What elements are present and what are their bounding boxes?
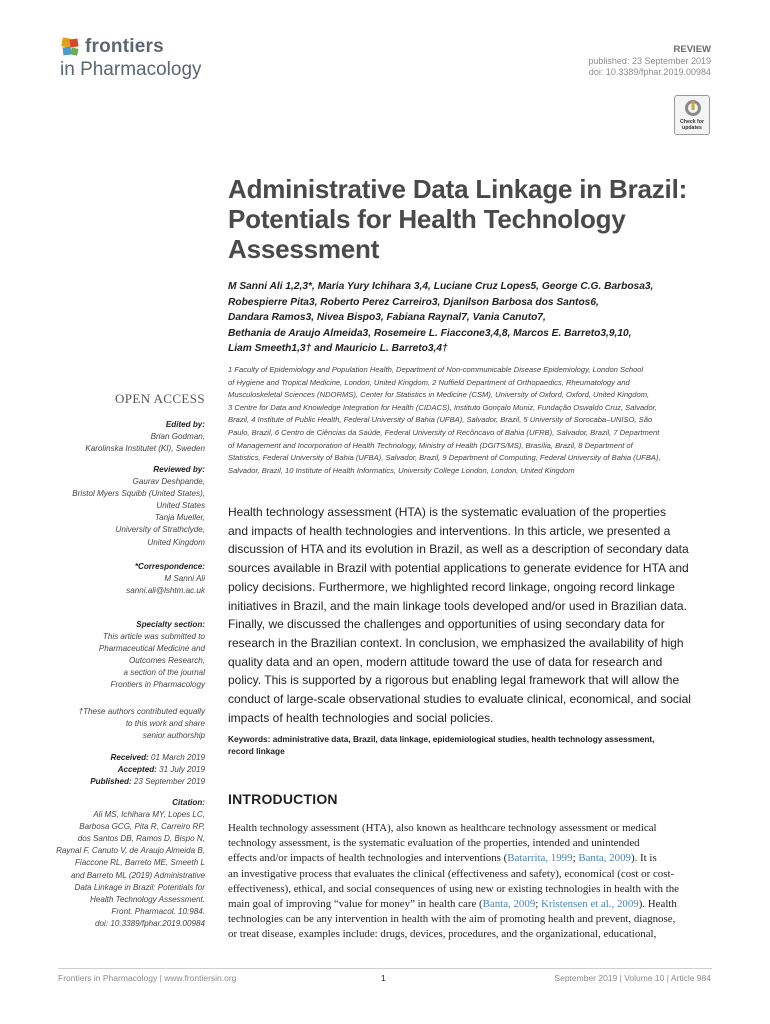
editor-line: Brian Godman, <box>150 432 205 442</box>
affiliation-line: Brazil, 4 Institute of Public Health, Federal University of Bahia (UFBA), Salvador, Brazil, 5 University of Sorocaba–UNISO, São <box>228 415 653 425</box>
published-date: published: 23 September 2019 <box>588 55 711 66</box>
editor-line: Karolinska Institutet (KI), Sweden <box>85 444 205 454</box>
citation-doi-link[interactable]: doi: 10.3389/fphar.2019.00984 <box>95 918 205 928</box>
abstract-line: impacts of health technologies and social policies. <box>228 710 494 725</box>
published-label: Published: <box>90 777 132 787</box>
reviewer-line: Tanja Mueller, <box>154 513 205 523</box>
abstract-line: discussion of HTA and its evolution in Brazil, as well as a description of secondary data <box>228 542 689 557</box>
correspondence-name: M Sanni Ali <box>164 574 205 584</box>
correspondence-email-link[interactable]: sanni.ali@lshtm.ac.uk <box>126 586 205 596</box>
abstract-line: sources available in Brazil with potential applications to generate evidence for HTA and <box>228 561 689 576</box>
author-line[interactable]: Robespierre Pita3, Roberto Perez Carreiro3, Djanilson Barbosa dos Santos6, <box>228 296 599 308</box>
accepted-label: Accepted: <box>117 765 157 775</box>
citation-link[interactable]: Batarrita, 1999 <box>507 852 573 865</box>
author-line[interactable]: Dandara Ramos3, Nivea Bispo3, Fabiana Raynal7, Vania Canuto7, <box>228 312 546 324</box>
specialty-line: a section of the journal <box>123 668 205 678</box>
edited-by-label: Edited by: <box>165 420 205 429</box>
equal-contribution-line: to this work and share <box>125 719 205 729</box>
check-updates-line1: Check for <box>680 119 704 125</box>
intro-line: technology assessment, is the systematic evaluation of the properties, intended and unintended <box>228 837 640 850</box>
correspondence-label: *Correspondence: <box>134 562 205 571</box>
affiliation-line: of Hygiene and Tropical Medicine, London, United Kingdom, 2 Nuffield Department of Orthopaedics, Rheumatology and <box>228 377 630 387</box>
article-title <box>228 174 728 264</box>
author-line[interactable]: M Sanni Ali 1,2,3*, Maria Yury Ichihara 3,4, Luciane Cruz Lopes5, George C.G. Barbosa3, <box>228 281 654 292</box>
check-updates-icon <box>684 99 702 117</box>
citation-line: dos Santos DB, Ramos D, Bispo N, <box>77 834 205 844</box>
intro-text: main goal of improving “value for money” in health care ( <box>228 898 483 911</box>
citation-line: Barbosa GCG, Pita R, Carreiro RP, <box>79 822 205 832</box>
citation-link[interactable]: Kristensen et al., 2009 <box>541 898 639 911</box>
sidebar-reviewed-by <box>35 464 205 549</box>
keywords-line: Keywords: administrative data, Brazil, data linkage, epidemiological studies, health technology assessment, <box>228 734 655 744</box>
sidebar-dates <box>35 752 205 788</box>
keywords-line: record linkage <box>228 746 285 756</box>
introduction-heading: INTRODUCTION <box>228 791 338 807</box>
citation-line: Raynal F, Canuto V, de Araujo Almeida B, <box>56 846 205 856</box>
affiliation-line: Salvador, Brazil, 10 Institute of Health Informatics, University College London, London, United Kingdom <box>228 465 575 475</box>
footer-journal[interactable]: Frontiers in Pharmacology | www.frontiersin.org <box>58 973 237 983</box>
affiliation-line: Paulo, Brazil, 6 Centro de Ciências da Saúde, Federal University of Recôncavo of Bahia (UFRB), Salvador, Brazil, 7 Department <box>228 427 660 437</box>
intro-text: ; <box>535 898 542 911</box>
journal-logo <box>60 34 230 84</box>
check-for-updates-button[interactable] <box>674 95 710 135</box>
affiliation-line: Statistics, Federal University of Bahia (UFBA), Salvador, Brazil, 9 Department of Computing, Federal University of Bahia (UFBA), <box>228 453 661 463</box>
intro-text: effects and/or impacts of health technologies and interventions ( <box>228 852 508 865</box>
page-number: 1 <box>381 973 386 983</box>
abstract-line: and impacts of health technologies and interventions. In this article, we presented a <box>228 523 671 538</box>
reviewer-line: United States <box>156 501 205 511</box>
intro-line: Health technology assessment (HTA), also known as healthcare technology assessment or medical <box>228 822 657 834</box>
open-access-label: OPEN ACCESS <box>114 391 205 406</box>
citation-line: Data Linkage in Brazil: Potentials for <box>74 882 205 892</box>
sidebar-edited-by <box>35 419 205 455</box>
introduction-body <box>228 821 718 943</box>
affiliation-line: 3 Centre for Data and Knowledge Integration for Health (CIDACS), Instituto Gonçalo Muniz, Fundação Oswaldo Cruz, Salvador, <box>228 402 657 412</box>
reviewer-line: University of Strathclyde, <box>115 525 205 535</box>
affiliation-line: Musculoskeletal Sciences (NDORMS), Center for Statistics in Medicine (CSM), University of Oxford, Oxford, United Kingdom, <box>228 390 650 400</box>
reviewed-by-label: Reviewed by: <box>153 465 205 474</box>
article-meta <box>588 44 711 79</box>
sidebar-correspondence <box>35 561 205 597</box>
specialty-line: Pharmaceutical Medicine and <box>98 644 205 654</box>
author-line[interactable]: Bethania de Araujo Almeida3, Rosemeire L. Fiaccone3,4,8, Marcos E. Barreto3,9,10, <box>228 327 632 339</box>
intro-text: ; <box>572 852 579 865</box>
intro-line: an investigative process that evaluates the clinical (effectiveness and safety), economical (cost or cost- <box>228 867 675 880</box>
citation-line: Fiaccone RL, Barreto ME, Smeeth L <box>74 858 205 868</box>
citation-line: Ali MS, Ichihara MY, Lopes LC, <box>93 810 205 820</box>
citation-link[interactable]: Banta, 2009 <box>578 852 631 865</box>
abstract <box>228 503 718 727</box>
article-type: REVIEW <box>673 44 711 55</box>
abstract-line: Finally, we discussed the challenges and opportunities of using secondary data for <box>228 617 665 632</box>
intro-line <box>228 897 718 912</box>
intro-text: ). It is <box>630 852 657 865</box>
intro-text: ). Health <box>638 898 677 911</box>
citation-label: Citation: <box>172 798 205 807</box>
check-updates-line2: updates <box>682 124 702 131</box>
abstract-line: Health technology assessment (HTA) is the systematic evaluation of the properties <box>228 505 666 519</box>
affiliation-line: 1 Faculty of Epidemiology and Population Health, Department of Non-communicable Disease Epidemiology, London School <box>228 365 644 374</box>
article-doi[interactable]: doi: 10.3389/fphar.2019.00984 <box>588 67 711 77</box>
sidebar-equal-contribution <box>35 706 205 742</box>
footer-issue: September 2019 | Volume 10 | Article 984 <box>554 973 711 983</box>
specialty-line: Frontiers in Pharmacology <box>110 680 205 690</box>
abstract-line: policy decisions. Furthermore, we highlighted record linkage, ongoing record linkage <box>228 579 675 594</box>
intro-line: effectiveness), ethical, and social consequences of using new or existing technologies in health with the <box>228 882 680 895</box>
abstract-line: quality data and an open, modern attitude toward the use of data for research and <box>228 654 663 669</box>
reviewer-line: Gaurav Deshpande, <box>132 477 205 487</box>
title-line: Administrative Data Linkage in Brazil: <box>228 174 688 204</box>
sidebar-specialty <box>35 619 205 692</box>
equal-contribution-line: senior authorship <box>142 731 205 741</box>
citation-line: Front. Pharmacol. 10:984. <box>111 906 205 916</box>
author-line[interactable]: Liam Smeeth1,3† and Mauricio L. Barreto3,4† <box>228 343 448 355</box>
journal-name-primary: frontiers <box>85 36 164 57</box>
citation-line: Health Technology Assessment. <box>89 894 205 904</box>
equal-contribution-line: †These authors contributed equally <box>78 707 205 716</box>
intro-line <box>228 851 718 866</box>
journal-name-secondary: in Pharmacology <box>60 59 202 80</box>
title-line: Potentials for Health Technology <box>228 204 626 234</box>
specialty-label: Specialty section: <box>136 620 205 629</box>
author-list <box>228 279 718 357</box>
abstract-line: policy. This is supported by a rigorous but enabling legal framework that will allow the <box>228 673 680 688</box>
citation-link[interactable]: Banta, 2009 <box>482 898 536 911</box>
check-updates-label <box>675 120 709 131</box>
abstract-line: research in the Brazilian context. In conclusion, we emphasized the availability of high <box>228 635 684 650</box>
footer-divider <box>58 968 712 969</box>
keywords <box>228 733 718 757</box>
specialty-line: This article was submitted to <box>102 632 205 642</box>
intro-line: technologies can be any intervention in health with the aim of promoting health and prevent, diagnose, <box>228 913 676 926</box>
intro-line: or treat disease, examples include: drugs, devices, procedures, and the organizational, educational, <box>228 928 657 941</box>
reviewer-line: Bristol Myers Squibb (United States), <box>72 489 205 499</box>
sidebar-citation <box>35 797 205 930</box>
accepted-date: 31 July 2019 <box>156 765 205 775</box>
specialty-line: Outcomes Research, <box>128 656 205 666</box>
reviewer-line: United Kingdom <box>147 537 205 547</box>
title-line: Assessment <box>228 234 380 264</box>
published-date-sidebar: 23 September 2019 <box>131 777 205 787</box>
abstract-line: initiatives in Brazil, and the main linkage tools developed and/or used in Brazilian data. <box>228 598 687 613</box>
received-label: Received: <box>110 753 149 762</box>
abstract-line: conduct of large-scale observational studies to evaluate clinical, economical, and social <box>228 692 691 707</box>
affiliations <box>228 364 718 477</box>
citation-line: and Barreto ML (2019) Administrative <box>70 870 205 880</box>
received-date: 01 March 2019 <box>148 753 205 762</box>
affiliation-line: of Management and Incorporation of Health Technology, Ministry of Health (DGITS/MS), Brasília, Brazil, 8 Department of <box>228 440 633 450</box>
